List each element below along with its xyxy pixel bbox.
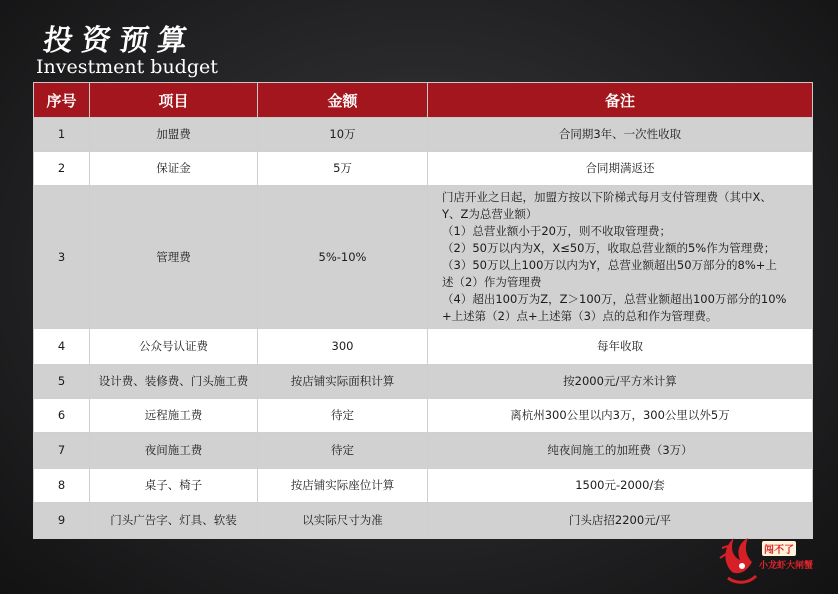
amount-cell: 待定	[258, 433, 428, 469]
note-line: 门店开业之日起，加盟方按以下阶梯式每月支付管理费（其中X、	[442, 190, 772, 204]
column-header-amount: 金额	[258, 83, 428, 118]
item-cell: 桌子、椅子	[90, 469, 258, 503]
column-header-item: 项目	[90, 83, 258, 118]
amount-cell: 按店铺实际面积计算	[258, 365, 428, 399]
table-body	[34, 118, 813, 539]
note-cell	[428, 186, 813, 329]
note-line: （4）超出100万为Z，Z＞100万，总营业额超出100万部分的10%	[442, 292, 787, 306]
amount-cell: 按店铺实际座位计算	[258, 469, 428, 503]
amount-cell: 待定	[258, 399, 428, 433]
note-cell	[428, 152, 813, 186]
note-line: 按2000元/平方米计算	[563, 374, 677, 388]
table-row	[34, 118, 813, 152]
note-cell	[428, 469, 813, 503]
note-line: +上述第（2）点+上述第（3）点的总和作为管理费。	[442, 309, 718, 323]
table-header-row	[34, 83, 813, 118]
item-cell: 管理费	[90, 186, 258, 329]
table-row	[34, 469, 813, 503]
note-line: 离杭州300公里以内3万，300公里以外5万	[510, 408, 730, 422]
table-row	[34, 399, 813, 433]
amount-cell: 300	[258, 329, 428, 365]
row-number-cell: 5	[34, 365, 90, 399]
table-row	[34, 329, 813, 365]
note-line: 1500元-2000/套	[575, 478, 665, 492]
column-header-note: 备注	[428, 83, 813, 118]
item-cell: 远程施工费	[90, 399, 258, 433]
table-row	[34, 433, 813, 469]
row-number-cell: 1	[34, 118, 90, 152]
table-row	[34, 152, 813, 186]
table-row	[34, 186, 813, 329]
logo-text-top: 闯不了	[762, 541, 796, 556]
item-cell: 保证金	[90, 152, 258, 186]
item-cell: 门头广告字、灯具、软装	[90, 503, 258, 539]
note-line: （1）总营业额小于20万，则不收取管理费；	[442, 224, 671, 238]
item-cell: 设计费、装修费、门头施工费	[90, 365, 258, 399]
table-row	[34, 365, 813, 399]
note-cell	[428, 365, 813, 399]
amount-cell: 5%-10%	[258, 186, 428, 329]
note-cell	[428, 329, 813, 365]
note-cell	[428, 399, 813, 433]
item-cell: 加盟费	[90, 118, 258, 152]
logo-text-bottom: 小龙虾大闸蟹	[759, 561, 814, 571]
note-line: （3）50万以上100万以内为Y，总营业额超出50万部分的8%+上	[442, 258, 777, 272]
note-line: 门头店招2200元/平	[568, 513, 672, 527]
row-number-cell: 4	[34, 329, 90, 365]
budget-table	[33, 82, 813, 539]
item-cell: 公众号认证费	[90, 329, 258, 365]
note-line: （2）50万以内为X，X≤50万，收取总营业额的5%作为管理费；	[442, 241, 776, 255]
amount-cell: 10万	[258, 118, 428, 152]
column-header-no: 序号	[34, 83, 90, 118]
note-cell	[428, 433, 813, 469]
amount-cell: 5万	[258, 152, 428, 186]
amount-cell: 以实际尺寸为准	[258, 503, 428, 539]
row-number-cell: 6	[34, 399, 90, 433]
row-number-cell: 2	[34, 152, 90, 186]
note-line: 合同期满返还	[585, 161, 655, 175]
row-number-cell: 7	[34, 433, 90, 469]
row-number-cell: 8	[34, 469, 90, 503]
table-row	[34, 503, 813, 539]
note-line: Y、Z为总营业额）	[442, 207, 538, 221]
page-title: 投资预算	[41, 23, 199, 57]
page-subtitle: Investment budget	[36, 56, 218, 78]
note-line: 述（2）作为管理费	[442, 275, 542, 289]
brand-logo	[718, 528, 828, 588]
note-line: 纯夜间施工的加班费（3万）	[547, 443, 693, 457]
note-line: 每年收取	[597, 339, 643, 353]
note-line: 合同期3年、一次性收取	[558, 127, 682, 141]
note-cell	[428, 118, 813, 152]
row-number-cell: 9	[34, 503, 90, 539]
row-number-cell: 3	[34, 186, 90, 329]
item-cell: 夜间施工费	[90, 433, 258, 469]
